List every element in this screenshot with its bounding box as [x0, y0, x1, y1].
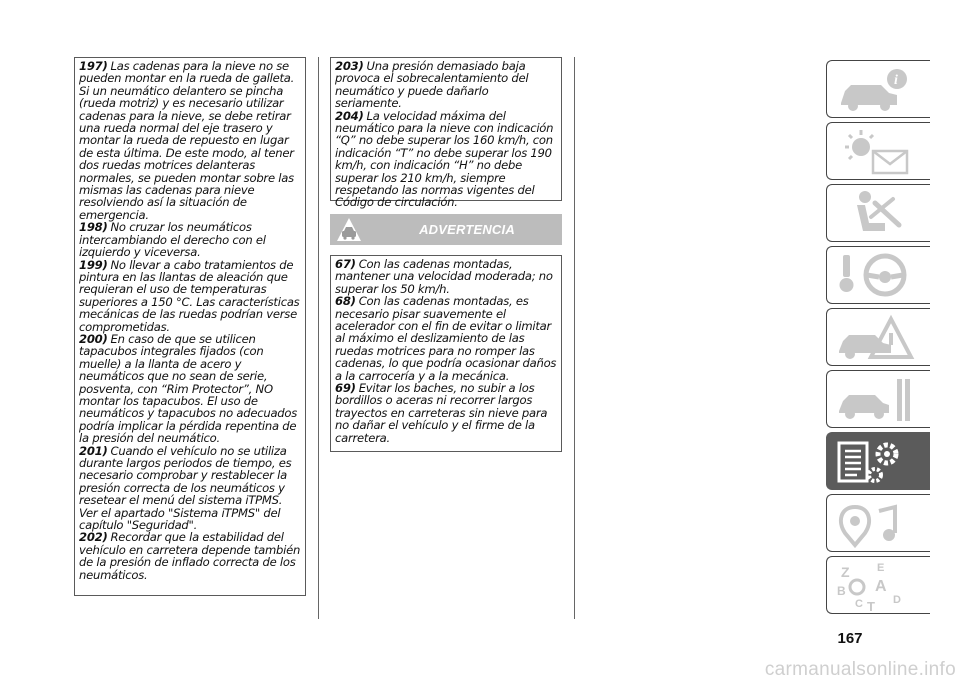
- svg-text:E: E: [877, 562, 885, 574]
- warning-light-message-icon: [835, 127, 915, 177]
- page-number: 167: [837, 630, 863, 647]
- warning-box: [330, 255, 562, 452]
- warning-note-67: 67) Con las cadenas montadas, mantener una velocidad moderada; no superar los 50 km/h.: [335, 257, 553, 296]
- car-hazard-icon: [835, 313, 915, 363]
- note-201: 201) Cuando el vehículo no se utiliza durante largos periodos de tiempo, es necesario comprobar y restablecer la presión correcta de los neumáticos y resetear el menú del sistema iTPMS. Ver el apartado "Sistema iTPMS" del capítulo "Seguridad".: [79, 443, 292, 533]
- svg-text:B: B: [837, 584, 846, 598]
- tab-technical-specifications[interactable]: [826, 432, 930, 490]
- note-202: 202) Recordar que la estabilidad del vehículo en carretera depende también de la presión de inflado correcta de los neumáticos.: [79, 530, 301, 582]
- note-198: 198) No cruzar los neumáticos intercambiando el derecho con el izquierdo y viceversa.: [79, 220, 266, 260]
- alphabetical-index-icon: [835, 561, 915, 614]
- svg-text:C: C: [855, 598, 863, 610]
- specs-gears-icon: [835, 437, 915, 487]
- car-tools-icon: [835, 375, 915, 425]
- note-204: 204) La velocidad máxima del neumático para la nieve con indicación “Q” no debe superar los 160 km/h, con indicación “T” no debe superar los 190 km/h, con indicación “H” no debe superar los 210 km/h, siempre respetando las normas vigentes del Código de circulación.: [335, 108, 554, 210]
- tab-starting-driving[interactable]: [826, 246, 930, 304]
- note-203: 203) Una presión demasiado baja provoca el sobrecalentamiento del neumático y puede dañarlo seriamente.: [335, 59, 529, 111]
- column-divider: [574, 57, 575, 619]
- car-info-icon: [835, 65, 915, 115]
- notes-column-middle: [330, 57, 562, 210]
- key-steering-wheel-icon: [835, 251, 915, 301]
- svg-text:T: T: [867, 599, 875, 614]
- tab-car-info[interactable]: [826, 60, 930, 118]
- note-199: 199) No llevar a cabo tratamientos de pintura en las llantas de aleación que requieran el uso de temperaturas superiores a 150 °C. Las características mecánicas de las ruedas podrían verse comprometidas.: [79, 257, 300, 334]
- tab-servicing[interactable]: [826, 370, 930, 428]
- warning-title: ADVERTENCIA: [419, 222, 515, 237]
- footer-watermark: carmanualsonline.info: [764, 659, 956, 680]
- tab-index[interactable]: [826, 556, 930, 614]
- multimedia-icon: [835, 499, 915, 549]
- tab-safety[interactable]: [826, 184, 930, 242]
- warning-car-icon: [336, 217, 362, 242]
- column-divider: [318, 57, 319, 619]
- svg-text:A: A: [875, 578, 887, 595]
- notes-column-left: [74, 57, 306, 596]
- warning-note-68: 68) Con las cadenas montadas, es necesario pisar suavemente el acelerador con el fin de evitar o limitar al máximo el deslizamiento de las ruedas motrices para no romper las cadenas, lo que podría ocasionar daños a la carrocería y a la mecánica.: [335, 294, 557, 383]
- svg-text:Z: Z: [841, 564, 850, 580]
- tab-emergency[interactable]: [826, 308, 930, 366]
- note-200: 200) En caso de que se utilicen tapacubos integrales fijados (con muelle) a la llanta de acero y neumáticos que no sean de serie, posventa, con “Rim Protector”, NO montar los tapacubos. El uso de neumáticos y tapacubos no adecuados podría implicar la pérdida repentina de la presión del neumático.: [79, 331, 298, 446]
- warning-note-69: 69) Evitar los baches, no subir a los bordillos o aceras ni recorrer largos trayectos en carreteras sin nieve para no dañar el vehículo y el firme de la carretera.: [335, 381, 548, 445]
- svg-text:D: D: [893, 594, 901, 606]
- tab-warning-lights[interactable]: [826, 122, 930, 180]
- note-197: 197) Las cadenas para la nieve no se pueden montar en la rueda de galleta. Si un neumático delantero se pincha (rueda motriz) y es necesario utilizar cadenas para la nieve, se debe retirar una rueda normal del eje trasero y montar la rueda de repuesto en lugar de esta última. De este modo, al tener dos ruedas motrices delanteras normales, se pueden montar sobre las mismas las cadenas para nieve resolviendo así la situación de emergencia.: [79, 59, 295, 222]
- svg-text:i: i: [894, 73, 898, 88]
- warning-header: [330, 214, 562, 245]
- seat-airbag-icon: [835, 189, 915, 239]
- tab-multimedia[interactable]: [826, 494, 930, 552]
